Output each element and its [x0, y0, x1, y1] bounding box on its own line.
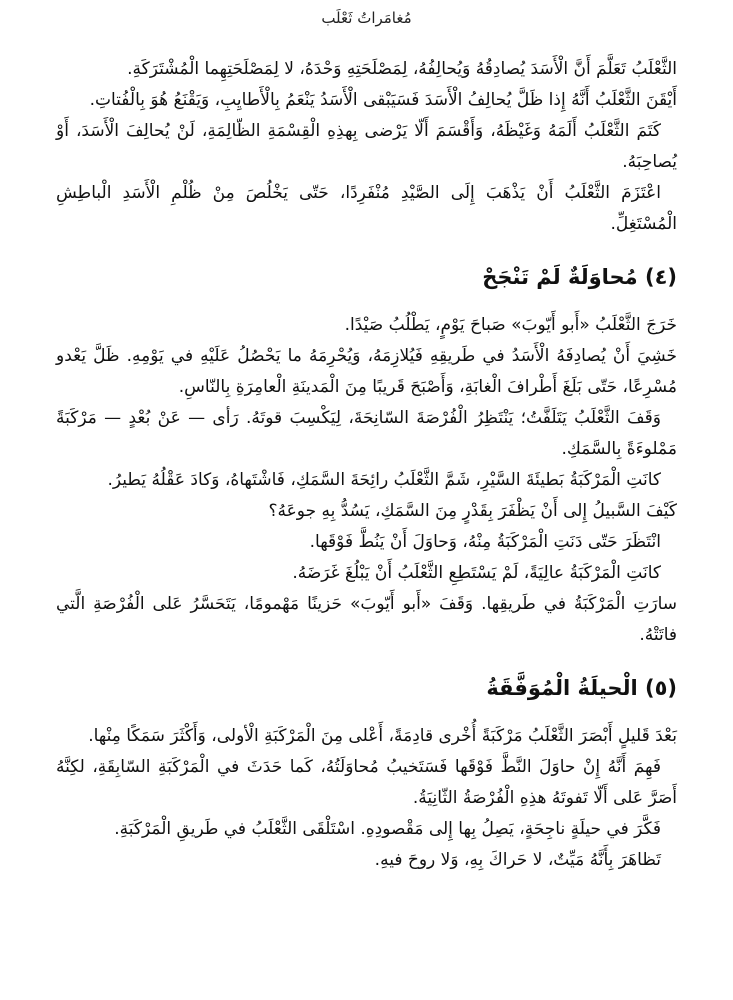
paragraph: وَقَفَ الثَّعْلَبُ يَتَلَفَّتُ؛ يَنْتَظِرُ الْفُرْصَةَ السّانِحَةَ، لِيَكْسِبَ قوتَهُ. رَأى — عَنْ بُعْدٍ — مَرْكَبَةً مَمْلوءَةً بِالسَّمَكِ. — [56, 408, 677, 459]
paragraph: أَيْقَنَ الثَّعْلَبُ أَنَّهُ إِذا ظَلَّ يُحالِفُ الْأَسَدَ فَسَيَبْقى الْأَسَدُ يَنْعَمُ بِالْأَطايِبِ، وَيَقْنَعُ هُوَ بِالْفُتاتِ. — [89, 90, 677, 110]
section-successful-trick — [56, 673, 677, 876]
section-heading: (٥) الْحيلَةُ الْمُوَفَّقَةُ — [486, 676, 677, 700]
section-failed-attempt — [56, 262, 677, 651]
section-intro — [56, 54, 677, 240]
paragraph: انْتَظَرَ حَتّى دَنَتِ الْمَرْكَبَةُ مِنْهُ، وَحاوَلَ أَنْ يَنُطَّ فَوْقَها. — [309, 532, 661, 552]
paragraph: خَرَجَ الثَّعْلَبُ «أَبو أَيّوبَ» صَباحَ يَوْمٍ، يَطْلُبُ صَيْدًا. — [344, 315, 677, 335]
section-heading: (٤) مُحاوَلَةٌ لَمْ تَنْجَحْ — [482, 265, 677, 289]
paragraph: سارَتِ الْمَرْكَبَةُ في طَريقِها. وَقَفَ «أَبو أَيّوبَ» حَزينًا مَهْمومًا، يَتَحَسَّرُ عَلى الْفُرْصَةِ الَّتي فاتَتْهُ. — [56, 594, 677, 645]
paragraph: فَكَّرَ في حيلَةٍ ناجِحَةٍ، يَصِلُ بِها إِلى مَقْصودِهِ. اسْتَلْقَى الثَّعْلَبُ في طَريقِ الْمَرْكَبَةِ. — [114, 819, 661, 839]
paragraph: خَشِيَ أَنْ يُصادِفَهُ الْأَسَدُ في طَريقِهِ فَيُلازِمَهُ، وَيُحْرِمَهُ ما يَحْصُلُ عَلَيْهِ في يَوْمِهِ. ظَلَّ يَعْدو مُسْرِعًا، حَتّى بَلَغَ أَطْرافَ الْغابَةِ، وَأَصْبَحَ قَريبًا مِنَ الْمَدينَةِ الْعامِرَةِ بِالنّاسِ. — [56, 346, 677, 397]
running-title: مُغامَراتُ ثَعْلَب — [321, 9, 412, 27]
paragraph: كانَتِ الْمَرْكَبَةُ بَطيئَةَ السَّيْرِ، شَمَّ الثَّعْلَبُ رائِحَةَ السَّمَكِ، فَاشْتَهاهُ، وَكادَ عَقْلُهُ يَطيرُ. — [107, 470, 661, 490]
paragraph: كَتَمَ الثَّعْلَبُ أَلَمَهُ وَغَيْظَهُ، وَأَقْسَمَ أَلّا يَرْضى بِهذِهِ الْقِسْمَةِ الظّالِمَةِ، لَنْ يُحالِفَ الْأَسَدَ، أَوْ يُصاحِبَهُ. — [56, 121, 677, 172]
paragraph: كانَتِ الْمَرْكَبَةُ عالِيَةً، لَمْ يَسْتَطِعِ الثَّعْلَبُ أَنْ يَبْلُغَ غَرَضَهُ. — [292, 563, 661, 583]
paragraph: الثَّعْلَبُ تَعَلَّمَ أَنَّ الْأَسَدَ يُصادِقُهُ وَيُحالِفُهُ، لِمَصْلَحَتِهِ وَحْدَهُ، لا لِمَصْلَحَتِهِما الْمُشْتَرَكَةِ. — [127, 59, 677, 79]
paragraph: تَظاهَرَ بِأَنَّهُ مَيِّتٌ، لا حَراكَ بِهِ، وَلا روحَ فيهِ. — [374, 850, 661, 870]
paragraph: فَهِمَ أَنَّهُ إِنْ حاوَلَ النَّطَّ فَوْقَها فَسَتَخيبُ مُحاوَلَتُهُ، كَما حَدَثَ في الْمَرْكَبَةِ السّابِقَةِ، لكِنَّهُ أَصَرَّ عَلى أَلّا تَفوتَهُ هذِهِ الْفُرْصَةُ الثّانِيَةُ. — [56, 757, 677, 808]
paragraph: اعْتَزَمَ الثَّعْلَبُ أَنْ يَذْهَبَ إِلَى الصَّيْدِ مُنْفَرِدًا، حَتّى يَخْلُصَ مِنْ ظُلْمِ الْأَسَدِ الْباطِشِ الْمُسْتَغِلِّ. — [56, 183, 677, 234]
paragraph: بَعْدَ قَليلٍ أَبْصَرَ الثَّعْلَبُ مَرْكَبَةً أُخْرى قادِمَةً، أَعْلى مِنَ الْمَرْكَبَةِ الْأولى، وَأَكْثَرَ سَمَكًا مِنْها. — [88, 726, 677, 746]
paragraph: كَيْفَ السَّبيلُ إِلى أَنْ يَظْفَرَ بِقَدْرٍ مِنَ السَّمَكِ، يَسُدُّ بِهِ جوعَهُ؟ — [268, 501, 677, 521]
